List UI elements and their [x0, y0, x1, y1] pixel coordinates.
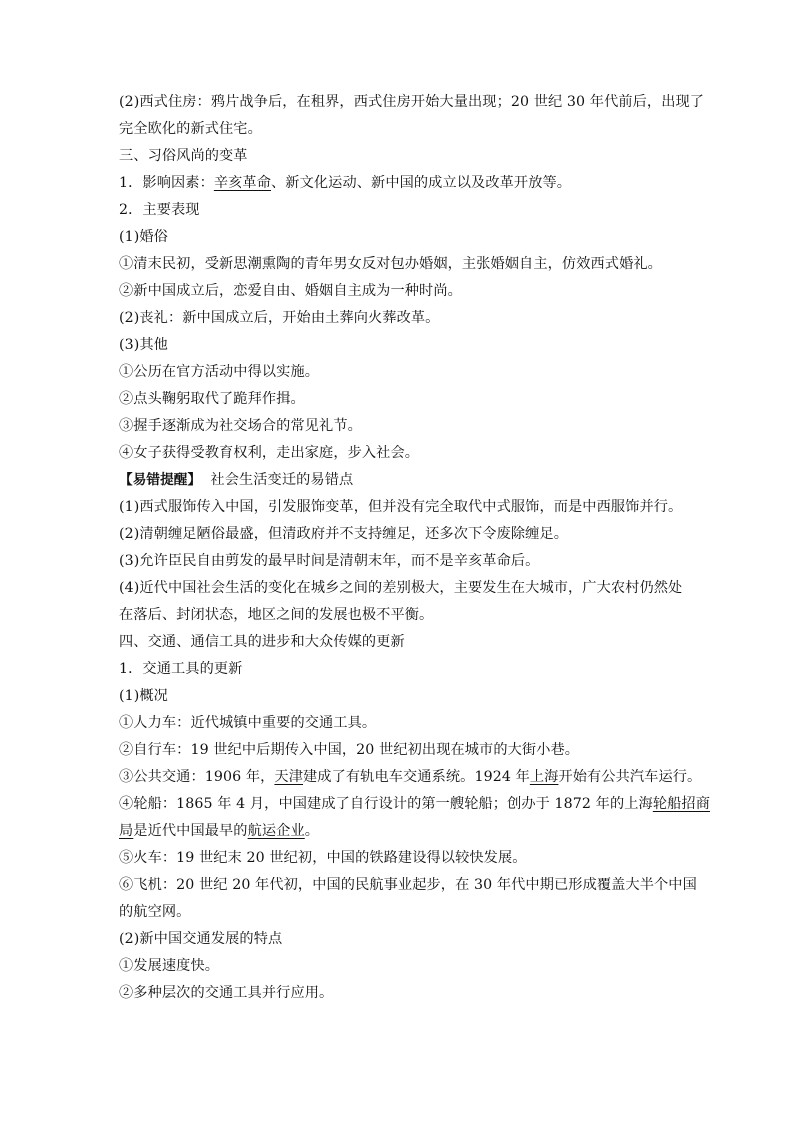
sec4-new-china-2: ②多种层次的交通工具并行应用。 [119, 985, 334, 1001]
sec3-factors-link: 辛亥革命 [213, 175, 272, 191]
mistake-1: (1)西式服饰传入中国，引发服饰变革，但并没有完全取代中式服饰，而是中西服饰并行。 [119, 499, 683, 515]
sec4-transit-prefix: ③公共交通：1906 年， [119, 769, 275, 785]
sec4-ship-mid: 是近代中国最早的 [133, 823, 248, 839]
sec4-overview-heading: (1)概况 [119, 688, 168, 704]
sec4-train: ⑤火车：19 世纪末 20 世纪初，中国的铁路建设得以较快发展。 [119, 850, 527, 866]
mistake-2: (2)清朝缠足陋俗最盛，但清政府并不支持缠足，还多次下令废除缠足。 [119, 526, 569, 542]
mistake-title: 社会生活变迁的易错点 [210, 472, 354, 488]
sec4-ship-prefix: ④轮船：1865 年 4 月，中国建成了自行设计的第一艘轮船；创办于 1872 年的上海 [119, 796, 653, 812]
sec4-ship-link1: 轮船招商 [652, 796, 710, 812]
sec3-other-4: ④女子获得受教育权利，走出家庭，步入社会。 [119, 445, 420, 461]
sec4-transit-tianjin: 天津 [274, 769, 303, 785]
sec4-ship-line1 [119, 794, 710, 814]
sec4-transit [119, 767, 702, 787]
sec4-plane-line1: ⑥飞机：20 世纪 20 年代初，中国的民航事业起步，在 30 年代中期已形成覆盖大半个中国 [119, 877, 697, 893]
sec4-bicycle: ②自行车：19 世纪中后期传入中国，20 世纪初出现在城市的大街小巷。 [119, 742, 580, 758]
sec3-other-1: ①公历在官方活动中得以实施。 [119, 364, 320, 380]
mistake-3: (3)允许臣民自由剪发的最早时间是清朝末年，而不是辛亥革命后。 [119, 553, 540, 569]
mistake-4-line2: 在落后、封闭状态，地区之间的发展也极不平衡。 [119, 607, 434, 623]
sec4-transit-shanghai: 上海 [529, 769, 559, 785]
sec3-factors [119, 173, 689, 193]
mistake-label: 【易错提醒】 [119, 472, 202, 488]
sec3-marriage-2: ②新中国成立后，恋爱自由、婚姻自主成为一种时尚。 [119, 283, 462, 299]
sec3-factors-rest: 、新文化运动、新中国的成立以及改革开放等。 [271, 175, 572, 191]
sec3-other-heading: (3)其他 [119, 337, 168, 353]
sec4-ship-link2: 局 [119, 823, 134, 839]
sec3-marriage-1: ①清末民初，受新思潮熏陶的青年男女反对包办婚姻，主张婚姻自主，仿效西式婚礼。 [119, 256, 662, 272]
sec4-transit-rest: 开始有公共汽车运行。 [558, 769, 702, 785]
sec3-factors-prefix: 1．影响因素： [119, 175, 214, 191]
sec4-transit-mid: 建成了有轨电车交通系统。1924 年 [303, 769, 530, 785]
mistake-4-line1: (4)近代中国社会生活的变化在城乡之间的差别极大，主要发生在大城市，广大农村仍然处 [119, 580, 683, 596]
sec4-new-china-1: ①发展速度快。 [119, 958, 220, 974]
sec4-heading: 四、交通、通信工具的进步和大众传媒的更新 [119, 634, 405, 650]
sec3-marriage-heading: (1)婚俗 [119, 229, 168, 245]
sec3-funeral: (2)丧礼：新中国成立后，开始由土葬向火葬改革。 [119, 310, 440, 326]
sec4-ship-end: 。 [304, 823, 320, 839]
sec3-other-3: ③握手逐渐成为社交场合的常见礼节。 [119, 418, 362, 434]
sec4-ship-line2 [119, 821, 689, 841]
sec3-heading: 三、习俗风尚的变革 [119, 148, 248, 164]
sec4-rickshaw: ①人力车：近代城镇中重要的交通工具。 [119, 715, 377, 731]
sec2-item2-line2: 完全欧化的新式住宅。 [119, 121, 262, 137]
sec2-item2-line1: (2)西式住房：鸦片战争后，在租界，西式住房开始大量出现；20 世纪 30 年代前后，出现了 [119, 94, 705, 110]
sec4-ship-link3: 航运企业 [247, 823, 305, 839]
sec3-other-2: ②点头鞠躬取代了跪拜作揖。 [119, 391, 305, 407]
sec3-main-heading: 2．主要表现 [119, 202, 200, 218]
sec4-plane-line2: 的航空网。 [119, 904, 191, 920]
sec4-new-china-heading: (2)新中国交通发展的特点 [119, 931, 283, 947]
sec4-transport-heading: 1．交通工具的更新 [119, 661, 243, 677]
mistake-header [119, 470, 689, 490]
